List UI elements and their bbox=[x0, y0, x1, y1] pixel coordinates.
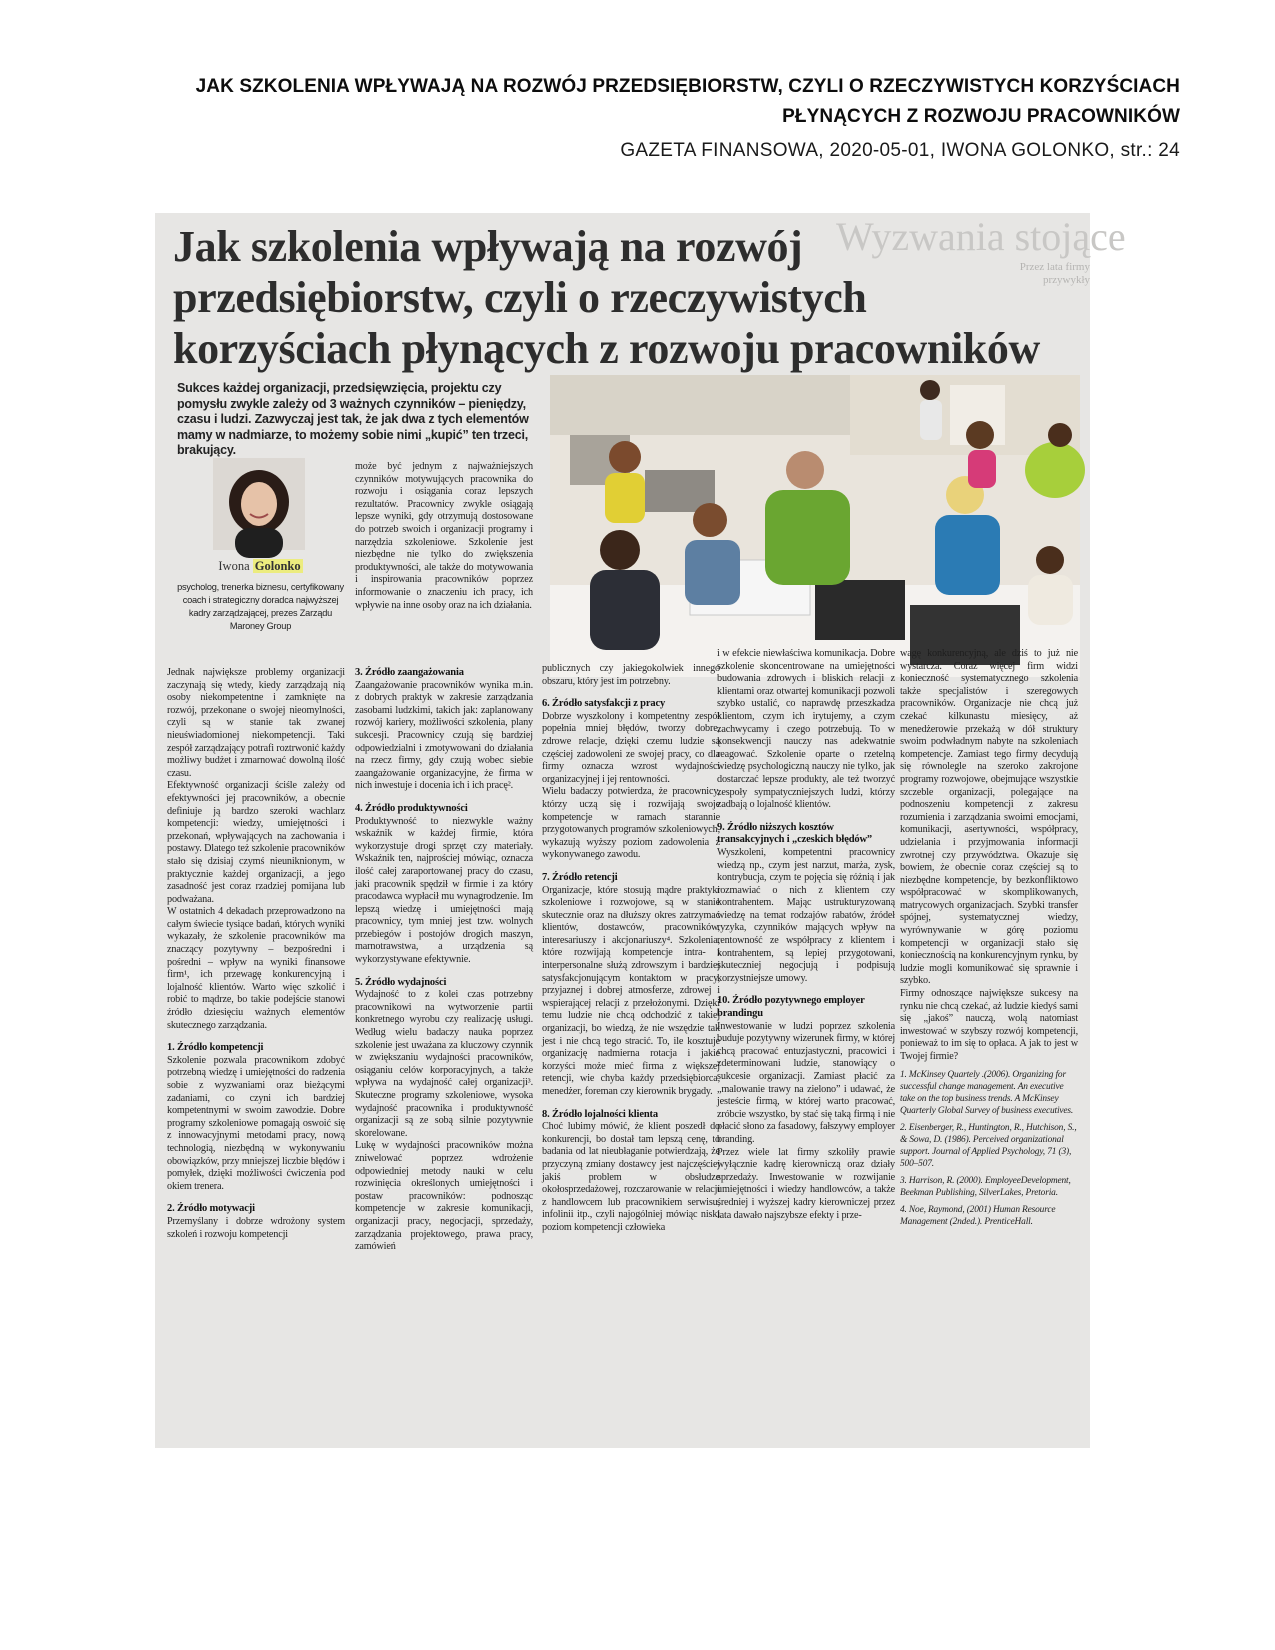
section-heading: 7. Źródło retencji bbox=[542, 871, 618, 883]
author-last-name: Golonko bbox=[254, 559, 301, 573]
section-heading: 10. Źródło pozytywnego employer brandingu bbox=[717, 995, 865, 1020]
document-title bbox=[120, 72, 1180, 132]
document-header bbox=[120, 72, 1180, 162]
article-lead: Sukces każdej organizacji, przedsięwzięcia, projektu czy pomysłu zwykle zależy od 3 ważnych czynników – pieniędzy, czasu i ludzi. Zazwyczaj jest tak, że jak dwa z tych elementów mamy w nadmiarze, to możemy sobie nimi „kupić” ten trzeci, brakujący. bbox=[177, 381, 529, 457]
footnote: 1. McKinsey Quartely .(2006). Organizing for successful change management. An executive take on the top business trends. A McKinsey Quarterly Global Survey of business executives. bbox=[900, 1069, 1074, 1116]
article-column-4 bbox=[717, 648, 895, 1222]
author-portrait-illustration bbox=[213, 458, 305, 550]
paragraph: Przez wiele lat firmy szkoliły prawie wyłącznie kadrę kierowniczą oraz działy sprzedaży. Inwestowanie w rozwijanie umiejętności i wiedzy handlowców, a także średniej i wyższej kadry kierowniczej przez lata dawało najszybsze efekty i prze- bbox=[717, 1146, 895, 1221]
article-column-2 bbox=[355, 667, 533, 1254]
footnote: 2. Eisenberger, R., Huntington, R., Hutchison, S., & Sowa, D. (1986). Perceived organizational support. Journal of Applied Psychology, 71 (3), 500–507. bbox=[900, 1122, 1077, 1169]
footnote: 4. Noe, Raymond, (2001) Human Resource Management (2nded.). PrenticeHall. bbox=[900, 1204, 1056, 1227]
article-column-top bbox=[355, 461, 533, 612]
paragraph: Inwestowanie w ludzi poprzez szkolenia buduje pozytywny wizerunek firmy, w której chcą pracować entuzjastyczni, pracowici i zdeterminowani ludzie, stanowiący o sukcesie organizacji. Zamiast płacić za „malowanie trawy na zielono” i udawać, że jesteście firmą, w której warto pracować, zróbcie wszystko, by stać się taką firmą i nie płacić słono za fasadowy, fałszywy employer branding. bbox=[717, 1020, 895, 1145]
paragraph: Wyszkoleni, kompetentni pracownicy wiedzą np., czym jest narzut, marża, zysk, kontrybucja, czym te pojęcia się różnią i jak rozmawiać o nich z klientem czy kontrahentem. Mając ustrukturyzowaną wiedzę na temat rodzajów rabatów, źródeł ryzyka, czynników mających wpływ na rentowność ze współpracy z klientem i kontrahentem, są lepiej przygotowani, skuteczniej negocjują i podpisują korzystniejsze umowy. bbox=[717, 846, 895, 984]
article-headline bbox=[173, 221, 1053, 374]
section-heading: 9. Źródło niższych kosztów transakcyjnych i „czeskich błędów” bbox=[717, 821, 873, 846]
paragraph: Choć lubimy mówić, że klient poszedł do konkurencji, bo dostał tam lepszą cenę, to badania od lat nieubłaganie potwierdzają, że przyczyną zmiany dostawcy jest najczęściej jakiś problem w obsłudze okołosprzedażowej, rozczarowanie w relacji z handlowcem lub pracownikiem serwisu, infolinii itp., czyli najogólniej mówiąc niski poziom kompetencji człowieka bbox=[542, 1121, 720, 1233]
headline-line1: Jak szkolenia wpływają na rozwój bbox=[173, 222, 803, 271]
document-title-line2: PŁYNĄCYCH Z ROZWOJU PRACOWNIKÓW bbox=[782, 106, 1180, 127]
paragraph: Przemyślany i dobrze wdrożony system szkoleń i rozwoju kompetencji bbox=[167, 1215, 345, 1240]
document-title-line1: JAK SZKOLENIA WPŁYWAJĄ NA ROZWÓJ PRZEDSIĘBIORSTW, CZYLI O RZECZYWISTYCH KORZYŚCIACH bbox=[195, 76, 1180, 97]
article-column-5 bbox=[900, 648, 1078, 1228]
ghost-text: Przez lata firmy przywykły bbox=[1019, 261, 1090, 286]
section-heading: 1. Źródło kompetencji bbox=[167, 1042, 264, 1054]
paragraph: Wielu badaczy potwierdza, że pracownicy, którzy uczą się i rozwijają swoje kompetencje w ramach starannie przygotowanych programów szkoleniowych, wykazują wyższy poziom zadowolenia z wykonywanego zawodu. bbox=[542, 786, 720, 861]
ghost-heading: Wyzwania stojące bbox=[836, 214, 1126, 259]
paragraph: Firmy odnoszące największe sukcesy na rynku nie chcą czekać, aż ludzie kiedyś sami się „jakoś” nauczą, wolą natomiast inwestować w szybszy rozwój kompetencji, ponieważ to im się to opłaca. A jak to jest w Twojej firmie? bbox=[900, 988, 1078, 1062]
article-column-3 bbox=[542, 663, 720, 1235]
paragraph: Zaangażowanie pracowników wynika m.in. z dobrych praktyk w zakresie zarządzania zasobami ludzkimi, takich jak: zaplanowany rozwój kariery, możliwości szkolenia, plany sukcesji. Pracownicy czują się bardziej odpowiedzialni i zmotywowani do działania na rzecz firmy, gdy czują wobec siebie zaangażowanie organizacyjne, że firma w nich inwestuje i docenia ich i ich pracę². bbox=[355, 679, 533, 792]
paragraph: Efektywność organizacji ściśle zależy od efektywności jej pracowników, a obecnie definiuje ją bardzo szeroki wachlarz kompetencji: wiedzy, umiejętności i przekonań, wpływających na zachowania i postawy. Dlatego też szkolenie pracowników stało się dzisiaj czymś nieuniknionym, w praktycznie każdej organizacji, a jego zasadność jest coraz rzadziej pomijana lub podważana. bbox=[167, 780, 345, 905]
paragraph: może być jednym z najważniejszych czynników motywujących pracownika do rozwoju i osiągania coraz lepszych rezultatów. Pracownicy zwykle osiągają lepsze wyniki, gdy otrzymują dostosowane do potrzeb swoich i organizacji programy i narzędzia szkoleniowe. Szkolenie jest niezbędne nie tylko do zwiększenia produktywności, ale także do motywowania i inspirowania pracowników poprzez informowanie o znaczeniu ich pracy, ich wpływie na inne osoby oraz na ich działania. bbox=[355, 461, 533, 611]
author-name bbox=[173, 559, 348, 574]
paragraph: Szkolenie pozwala pracownikom zdobyć potrzebną wiedzę i umiejętności do radzenia sobie z wyzwaniami oraz bieżącymi zadaniami, co czyni ich bardziej kompetentnymi w swoim zawodzie. Dobre programy szkoleniowe pomagają oswoić się z innowacyjnymi metodami pracy, nową technologią, niezbędną w wykonywaniu obowiązków, przy mniejszej liczbie błędów i pomyłek, dzięki możliwości ćwiczenia pod okiem trenera. bbox=[167, 1054, 345, 1192]
section-heading: 3. Źródło zaangażowania bbox=[355, 667, 464, 678]
article-photo bbox=[550, 375, 1080, 677]
author-bio: psycholog, trenerka biznesu, certyfikowany coach i strategiczny doradca najwyższej kadry zarządzającej, prezes Zarządu Maroney Group bbox=[177, 582, 344, 631]
paragraph: W ostatnich 4 dekadach przeprowadzono na całym świecie tysiące badań, których wyniki wykazały, że szkolenie pracowników ma znaczący pozytywny – bezpośredni i pośredni – wpływ na wyniki finansowe firm¹, ich przewagę konkurencyjną i lojalność klientów. Warto więc szkolić i robić to mądrze, bo takie podejście stanowi źródło dziesięciu ważnych elementów skutecznego zarządzania. bbox=[167, 906, 345, 1031]
newspaper-clipping bbox=[155, 213, 1126, 1448]
document-source: GAZETA FINANSOWA, 2020-05-01, IWONA GOLONKO, str.: 24 bbox=[620, 140, 1180, 161]
paragraph: Lukę w wydajności pracowników można zniwelować poprzez wdrożenie odpowiedniej metody nauki w celu rozwinięcia określonych umiejętności i postaw pracowników: podnosząc kompetencje w zakresie komunikacji, organizacji pracy, negocjacji, sprzedaży, zarządzania projektowego, prawa pracy, zamówień bbox=[355, 1140, 533, 1253]
photo-illustration bbox=[550, 375, 1080, 677]
paragraph: Jednak największe problemy organizacji zaczynają się wtedy, kiedy zarządzają nią osoby niekompetentne i zamknięte na rozwój, przekonane o swojej nieomylności, czyli są w stanie tak zwanej nieuświadomionej niekompetencji. Taki zespół zarządzający potrafi roztrwonić każdy możliwy budżet i zmarnować dowolną ilość czasu. bbox=[167, 667, 345, 779]
paragraph: Wydajność to z kolei czas potrzebny pracownikowi na wytworzenie partii konkretnego wyrobu czy realizację usługi. Według wielu badaczy nauka poprzez szkolenie jest uważana za kluczowy czynnik w zwiększaniu wydajności pracowników, osiąganiu celów korporacyjnych, a także wpływa na wydajność całej organizacji³. Skuteczne programy szkoleniowe, wysoka wydajność pracownika i produktywność organizacji są ze sobą silnie pozytywnie skorelowane. bbox=[355, 989, 533, 1139]
paragraph: Produktywność to niezwykle ważny wskaźnik w każdej firmie, która wykorzystuje drogi sprzęt czy materiały. Wskaźnik ten, najprościej mówiąc, oznacza ilość całej zaraportowanej pracy do czasu, jaki pracownik spędził w firmie i za który pracodawca wypłacił mu wynagrodzenie. Im lepszą wiedzę i umiejętności mają pracownicy, tym mniej jest tzw. wolnych przebiegów i postojów drogich maszyn, marnotrawstwa, a urządzenia są wykorzystywane efektywnie. bbox=[355, 815, 533, 966]
footnote: 3. Harrison, R. (2000). EmployeeDevelopment, Beekman Publishing, SilverLakes, Pretoria. bbox=[900, 1175, 1071, 1198]
headline-line3: korzyściach płynących z rozwoju pracowników bbox=[173, 324, 1040, 373]
author-photo bbox=[213, 458, 305, 550]
paragraph: Organizacje, które stosują mądre praktyki szkoleniowe i rozwojowe, są w stanie skutecznie oraz na dłuższy okres zatrzymać klientów, dostawców, pracowników, interesariuszy i akcjonariuszy⁴. Szkolenia, które rozwijają kompetencje intra- i interpersonalne służą zdrowszym i bardziej satysfakcjonującym kontaktom w pracy, przyjaznej i dobrej atmosferze, zdrowej i wspierającej relacji z przełożonymi. Dzięki temu ludzie nie chcą odchodzić z takiej organizacji, bo wiedzą, że nie wszędzie tak jest i nie chcą tego stracić. To, ile kosztuje organizację nadmierna rotacja i jakie korzyści może mieć firma z większej retencji, wie chyba każdy przedsiębiorca, menedżer, foreman czy kierownik brygady. bbox=[542, 884, 720, 1097]
paragraph: Dobrze wyszkolony i kompetentny zespół popełnia mniej błędów, tworzy dobre, zdrowe relacje, dzięki czemu ludzie są częściej zadowoleni ze swojej pracy, co dla firmy oznacza wzrost wydajności organizacyjnej i jej rentowności. bbox=[542, 710, 720, 785]
section-heading: 2. Źródło motywacji bbox=[167, 1203, 255, 1215]
headline-line2: przedsiębiorstw, czyli o rzeczywistych bbox=[173, 273, 867, 322]
section-heading: 8. Źródło lojalności klienta bbox=[542, 1108, 658, 1120]
section-heading: 6. Źródło satysfakcji z pracy bbox=[542, 698, 666, 710]
paragraph: publicznych czy jakiegokolwiek innego obszaru, który jest im potrzebny. bbox=[542, 663, 720, 687]
article-column-1 bbox=[167, 667, 345, 1241]
section-heading: 4. Źródło produktywności bbox=[355, 802, 468, 814]
author-first-name: Iwona bbox=[218, 559, 250, 573]
paragraph: i w efekcie niewłaściwa komunikacja. Dobre szkolenie skoncentrowane na umiejętności budowania zdrowych i bliskich relacji z klientami oraz otwartej komunikacji pozwoli szybko ustalić, co naprawdę przeszkadza klientom, czym ich irytujemy, a czym zachwycamy i czego potrzebują. To w konsekwencji nauczy nas adekwatnie reagować. Szkolenie oparte o rzetelną wiedzę psychologiczną nauczy nie tylko, jak dostarczać lepsze produkty, ale też tworzyć zespoły sympatyczniejszych ludzi, którzy zadbają o lojalność klientów. bbox=[717, 648, 895, 811]
paragraph: wagę konkurencyjną, ale dziś to już nie wystarcza. Coraz więcej firm widzi konieczność systematycznego szkolenia także specjalistów i szeregowych pracowników. Organizacje nie chcą już czekać kilkunastu miesięcy, aż menedżerowie przekażą w dół struktury swoim podwładnym nabyte na szkoleniach kompetencje. Zamiast tego firmy decydują się równolegle na szeroko zakrojone programy rozwojowe, obejmujące wszystkie szczeble organizacji, polegające na podnoszeniu kompetencji z zakresu rozumienia i zarządzania swoimi emocjami, komunikacji, asertywności, współpracy, udzielania i przyjmowania informacji zwrotnej czy przywództwa. Okazuje się bowiem, że obecnie coraz częściej są to niezbędne kompetencje, by bezkonfliktowo współpracować w skomplikowanych, matrycowych organizacjach. Szybki transfer spójnej, systematycznej wiedzy, wyrównywanie w górę poziomu kompetencji w organizacji stało się koniecznością na konkurencyjnym rynku, by ludzie mogli komunikować się sprawnie i szybko. bbox=[900, 648, 1078, 987]
section-heading: 5. Źródło wydajności bbox=[355, 976, 447, 988]
